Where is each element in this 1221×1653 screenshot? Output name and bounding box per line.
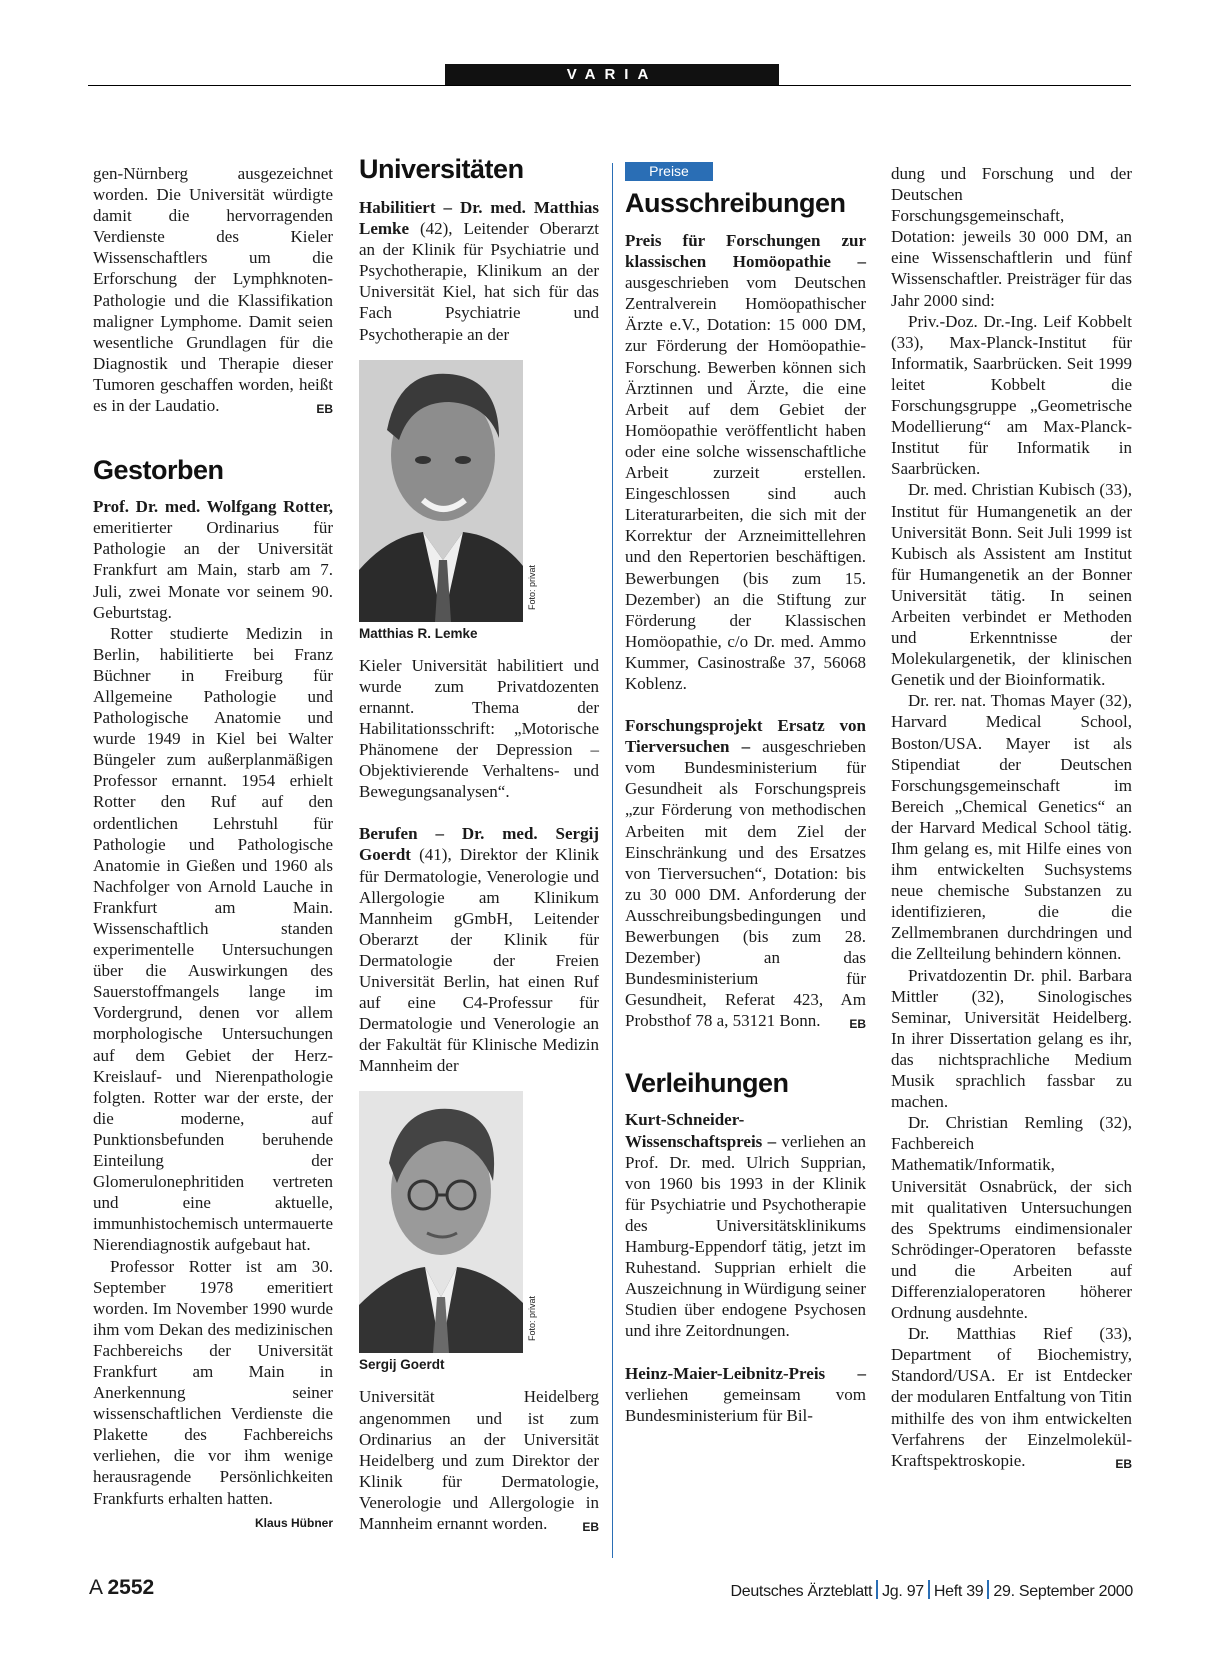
- column-2: [359, 154, 599, 1538]
- prize-tierversuche: [625, 715, 866, 1031]
- award-maier-leibnitz-text: verliehen gemeinsam vom Bundesministerium für Bil-: [625, 1384, 866, 1425]
- laureate-mayer: Dr. rer. nat. Thomas Mayer (32), Harvard Medical School, Boston/USA. Mayer ist als Stipendiat der Deutschen Forschungsgemeinschaft im Bereich „Chemical Genetics“ an der Harvard Medical School tätig. Ihm gelang es, mit Hilfe eines von ihm entwickelten Suchsystems neue chemische Substanzen zu identifizieren, die die Zellmembranen durchdringen und die Zellteilung behindern können.: [891, 691, 1132, 964]
- prize-homoeopathie-text: ausgeschrieben vom Deutschen Zentralverein Homöopathischer Ärzte e.V., Dotation: 15 000 DM, zur Förderung der Homöopathie-Forschung. Bewerben können sich Ärztinnen und Ärzte, die eine Arbeit auf dem Gebiet der Homöopathie veröffentlicht haben oder eine solche wissenschaftliche Arbeit zurzeit erstellen. Eingeschlossen sind auch Literaturarbeiten, die sich mit der Korrektur der Arzneimittellehren und den Repertorien beschäftigen. Bewerbungen (bis zum 15. Dezember) an die Stiftung zur Förderung der Klassischen Homöopathie, c/o Dr. med. Ammo Kummer, Casinostraße 37, 56068 Koblenz.: [625, 273, 866, 693]
- page-prefix: A: [89, 1576, 104, 1599]
- author-signature: EB: [1115, 1456, 1132, 1471]
- section-tag-preise: Preise: [625, 162, 713, 181]
- prize-tierversuche-text: ausgeschrieben vom Bundesministerium für Gesundheit als Forschungspreis „zur Förderung von methodischen Arbeiten mit dem Ziel der Einschränkung und des Ersatzes von Tierversuchen“, Dotation: bis zu 30 000 DM. Anforderung der Ausschreibungsbedingungen und Bewerbungen (bis zum 28. Dezember) an das Bundesministerium für Gesundheit, Referat 423, Am Probsthof 78 a, 53121 Bonn.: [625, 737, 866, 1031]
- appointment-continuation-text: Universität Heidelberg angenommen und ist zum Ordinarius an der Universität Heidelberg und zum Direktor der Klinik für Dermatologie, Venerologie und Allergologie in Mannheim ernannt worden.: [359, 1387, 599, 1533]
- laureate-kobbelt: Priv.-Doz. Dr.-Ing. Leif Kobbelt (33), Max-Planck-Institut für Informatik, Saarbrücken. Seit 1999 leitet Kobbelt die Forschungsgruppe „Geometrische Modellierung“ am Max-Planck-Institut für Informatik in Saarbrücken.: [891, 311, 1132, 479]
- footer-separator: [928, 1580, 930, 1599]
- obituary-end: [93, 1256, 333, 1530]
- journal-footer: [730, 1580, 1133, 1601]
- appointment-entry: [359, 823, 599, 1076]
- journal-name: Deutsches Ärzteblatt: [730, 1583, 873, 1600]
- portrait-photo-goerdt: [359, 1091, 523, 1353]
- footer-separator: [987, 1580, 989, 1599]
- column-1: [93, 163, 333, 1534]
- author-signature: EB: [316, 402, 333, 417]
- journal-volume: Jg. 97: [882, 1583, 924, 1600]
- heading-universitaeten: Universitäten: [359, 154, 524, 184]
- prize-homoeopathie: [625, 230, 866, 694]
- page-number: [89, 1576, 154, 1600]
- habilitation-text: (42), Leitender Oberarzt an der Klinik für Psychiatrie und Psychotherapie, Klinikum an der Universität Kiel, hat sich für das Fach Psychiatrie und Psychotherapie an der: [359, 219, 599, 344]
- heading-gestorben: Gestorben: [93, 455, 224, 486]
- award-maier-leibnitz: [625, 1363, 866, 1426]
- obituary-body: Rotter studierte Medizin in Berlin, habilitierte bei Franz Büchner in Freiburg für Allgemeine Pathologie und Pathologische Anatomie und wurde 1949 in Kiel bei Walter Büngeler zum außerplanmäßigen Professor ernannt. 1954 erhielt Rotter den Ruf auf den ordentlichen Lehrstuhl für Pathologie und Pathologische Anatomie in Gießen und 1960 als Nachfolger von Arnold Lauche in Frankfurt am Main. Wissenschaftlich standen experimentelle Untersuchungen über die Auswirkungen des Sauerstoffmangels lange im Vordergrund, denen vor allem morphologische Untersuchungen auf dem Gebiet der Herz-Kreislauf- und Nierenpathologie folgten. Rotter war der erste, der die moderne, auf Punktionsbefunden beruhende Einteilung der Glomerulonephritiden vertreten und eine aktuelle, immunhistochemisch untermauerte Nierendiagnostik aufgebaut hat.: [93, 623, 333, 1255]
- award-kurt-schneider: [625, 1109, 866, 1341]
- obituary-lead: [93, 496, 333, 623]
- article-continuation: [93, 163, 333, 416]
- heading-verleihungen: Verleihungen: [625, 1068, 789, 1099]
- habilitation-continuation: Kieler Universität habilitiert und wurde zum Privatdozenten ernannt. Thema der Habilitationsschrift: „Motorische Phänomene der Depression – Objektivierende Verhaltens- und Bewegungsanalysen“.: [359, 655, 599, 802]
- laureate-rief: [891, 1323, 1132, 1471]
- photo-credit: Foto: privat: [527, 1296, 537, 1342]
- laureate-kubisch: Dr. med. Christian Kubisch (33), Institut für Humangenetik an der Universität Bonn. Seit Juli 1999 ist Kubisch als Assistent am Institut für Humangenetik an der Bonner Universität tätig. In seinen Arbeiten verbindet er Methoden und Erkenntnisse der Molekulargenetik, der klinischen Genetik und der Bioinformatik.: [891, 480, 1132, 690]
- header-rule: [88, 85, 1131, 86]
- portrait-photo-lemke: [359, 360, 523, 622]
- column-4: [891, 163, 1132, 1475]
- journal-date: 29. September 2000: [993, 1583, 1133, 1600]
- photo-block-lemke: [359, 360, 599, 643]
- appointment-name: Berufen – Dr. med. Sergij Goerdt: [359, 824, 599, 865]
- appointment-continuation: [359, 1386, 599, 1534]
- column-3: [625, 163, 866, 1426]
- award-kurt-schneider-text: verliehen an Prof. Dr. med. Ulrich Supprian, von 1960 bis 1993 in der Klinik für Psychiatrie und Psychotherapie des Universitätsklinikums Hamburg-Eppendorf tätig, jetzt im Ruhestand. Supprian erhielt die Auszeichnung in Würdigung seiner Studien über endogene Psychosen und ihre Zeitordnungen.: [625, 1131, 866, 1341]
- laureate-mittler: Privatdozentin Dr. phil. Barbara Mittler (32), Sinologisches Seminar, Universität Heidelberg. In ihrer Dissertation gelang es ihr, das nichtsprachliche Medium Musik sprachlich fassbar zu machen.: [891, 965, 1132, 1112]
- obituary-name: Prof. Dr. med. Wolfgang Rotter,: [93, 497, 333, 517]
- intro-text: gen-Nürnberg ausgezeichnet worden. Die Universität würdigte damit die hervorragenden Verdienste des Kieler Wissenschaftlers um die Erforschung der Lymphknoten-Pathologie und die Klassifikation maligner Lymphome. Damit seien wesentliche Grundlagen für die Diagnostik und Therapie dieser Tumoren geschaffen worden, heißt es in der Laudatio.: [93, 164, 333, 416]
- habilitation-entry: [359, 197, 599, 345]
- author-signature: Klaus Hübner: [254, 1515, 333, 1530]
- obituary-end-text: Professor Rotter ist am 30. September 1978 emeritiert worden. Im November 1990 wurde ihm vom Dekan des medizinischen Fachbereichs der Universität Frankfurt am Main in Anerkennung seiner wissenschaftlichen Verdienste die Plakette des Fachbereichs verliehen, die vor ihm wenige herausragende Persönlichkeiten Frankfurts erhalten hatten.: [93, 1256, 333, 1508]
- portrait-lemke-image: [359, 360, 523, 622]
- laureate-rief-text: Dr. Matthias Rief (33), Department of Biochemistry, Standord/USA. Er ist Entdecker der modularen Entfaltung von Titin mithilfe des von ihm entwickelten Verfahrens der Einzelmolekül-Kraftspektroskopie.: [891, 1324, 1132, 1470]
- portrait-goerdt-image: [359, 1091, 523, 1353]
- section-header-varia: VARIA: [445, 64, 779, 86]
- column-divider: [612, 163, 613, 1558]
- author-signature: EB: [849, 1017, 866, 1032]
- obituary-lead-text: emeritierter Ordinarius für Pathologie an der Universität Frankfurt am Main, starb am 7. Juli, zwei Monate vor seinem 90. Geburtstag.: [93, 518, 333, 622]
- footer-separator: [876, 1580, 878, 1599]
- prize-homoeopathie-title: Preis für Forschungen zur klassischen Homöopathie –: [625, 231, 866, 272]
- award-kurt-schneider-title: Kurt-Schneider-Wissenschaftspreis –: [625, 1110, 777, 1151]
- photo-caption-goerdt: Sergij Goerdt: [359, 1357, 445, 1373]
- photo-block-goerdt: [359, 1091, 599, 1374]
- photo-caption-lemke: Matthias R. Lemke: [359, 625, 478, 641]
- award-maier-leibnitz-title: Heinz-Maier-Leibnitz-Preis –: [625, 1363, 866, 1383]
- award-continuation: dung und Forschung und der Deutschen Forschungsgemeinschaft, Dotation: jeweils 30 000 DM, an eine Wissenschaftlerin und fünf Wissenschaftler. Preisträger für das Jahr 2000 sind:: [891, 164, 1132, 310]
- heading-ausschreibungen: Ausschreibungen: [625, 188, 846, 218]
- appointment-text: (41), Direktor der Klinik für Dermatologie, Venerologie und Allergologie am Klinikum Mannheim gGmbH, Leitender Oberarzt der Klinik für Dermatologie der Freien Universität Berlin, hat einen Ruf auf eine C4-Professur für Dermatologie und Venerologie an der Fakultät für Klinische Medizin Mannheim der: [359, 845, 599, 1076]
- laureate-remling: Dr. Christian Remling (32), Fachbereich Mathematik/Informatik, Universität Osnabrück, der sich mit qualitativen Untersuchungen des Spektrums eindimensionaler Schrödinger-Operatoren befasste und die Arbeiten auf Differenzialoperatoren höherer Ordnung ausdehnte.: [891, 1113, 1132, 1323]
- page-number-value: 2552: [107, 1576, 155, 1599]
- journal-issue: Heft 39: [933, 1583, 984, 1600]
- author-signature: EB: [582, 1520, 599, 1534]
- prize-tierversuche-title: Forschungsprojekt Ersatz von Tierversuchen –: [625, 716, 866, 757]
- habilitation-name: Habilitiert – Dr. med. Matthias Lemke: [359, 198, 599, 239]
- photo-credit: Foto: privat: [527, 564, 537, 610]
